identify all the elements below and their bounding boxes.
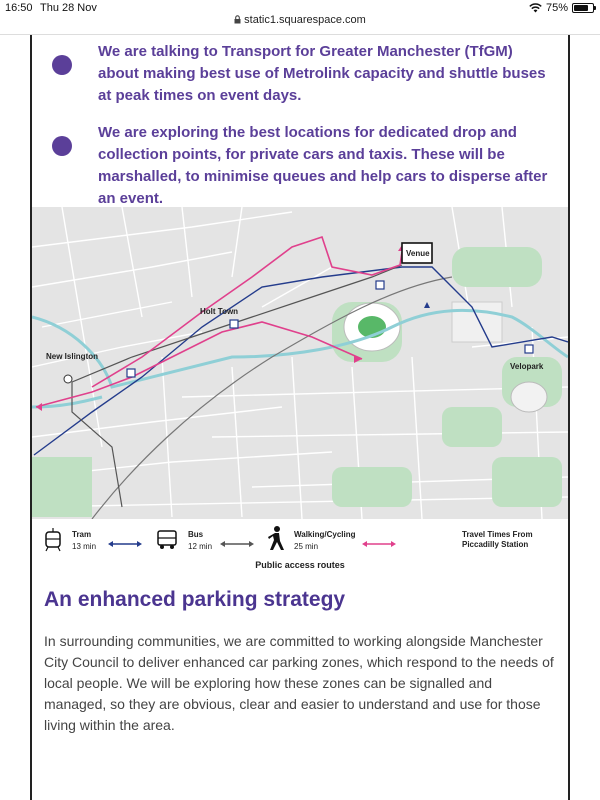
bus-icon bbox=[156, 530, 178, 550]
walk-route-swatch bbox=[362, 540, 396, 548]
legend-tram-time: 13 min bbox=[72, 542, 97, 551]
section-heading: An enhanced parking strategy bbox=[44, 588, 346, 611]
tram-icon bbox=[44, 528, 62, 552]
address-bar[interactable] bbox=[0, 14, 600, 32]
legend-walk-label: Walking/Cycling bbox=[294, 530, 356, 539]
legend-travel-times: Travel Times From bbox=[462, 530, 533, 539]
section-paragraph: In surrounding communities, we are committed to working alongside Manchester City Council to deliver enhanced car parking zones, which respond to the needs of local people. We will be exploring how these zones can be signalled and managed, so they are obvious, clear and easier to understand and use for those living within the area. bbox=[44, 633, 554, 733]
date: Thu 28 Nov bbox=[40, 2, 97, 14]
bullet-dot bbox=[52, 136, 72, 156]
bullet-text: We are talking to Transport for Greater Manchester (TfGM) about making best use of Metrolink capacity and shuttle buses at peak times on event days. bbox=[98, 43, 546, 104]
tram-route-swatch bbox=[108, 540, 142, 548]
legend-bus-time: 12 min bbox=[188, 542, 213, 551]
clock: 16:50 bbox=[5, 2, 33, 14]
bullet-item-drop-points bbox=[52, 122, 552, 210]
route-map bbox=[32, 207, 568, 519]
status-right bbox=[529, 2, 594, 14]
bus-route-swatch bbox=[220, 540, 254, 548]
bullet-text: We are exploring the best locations for dedicated drop and collection points, for private cars and taxis. These will be marshalled, to minimise queues and help cars to disperse after an event. bbox=[98, 124, 548, 207]
map-graphic bbox=[32, 207, 568, 519]
map-caption: Public access routes bbox=[255, 560, 345, 570]
legend-bus-label: Bus bbox=[188, 530, 204, 539]
bullet-dot bbox=[52, 55, 72, 75]
map-label-holt-town: Holt Town bbox=[200, 307, 239, 316]
legend-walk-time: 25 min bbox=[294, 542, 319, 551]
url-text: static1.squarespace.com bbox=[244, 14, 366, 26]
bullet-item-tfgm bbox=[52, 41, 552, 107]
wifi-icon bbox=[529, 3, 542, 13]
legend-tram-label: Tram bbox=[72, 530, 92, 539]
legend-travel-origin: Piccadilly Station bbox=[462, 540, 529, 549]
lock-icon bbox=[234, 15, 241, 24]
map-label-new-islington: New Islington bbox=[46, 352, 98, 361]
map-legend bbox=[32, 522, 568, 574]
walking-icon bbox=[266, 526, 286, 552]
map-label-venue: Venue bbox=[406, 249, 430, 258]
map-label-velopark: Velopark bbox=[510, 362, 544, 371]
battery-percent: 75% bbox=[545, 2, 568, 14]
page-content bbox=[30, 35, 570, 800]
battery-icon bbox=[572, 3, 594, 13]
